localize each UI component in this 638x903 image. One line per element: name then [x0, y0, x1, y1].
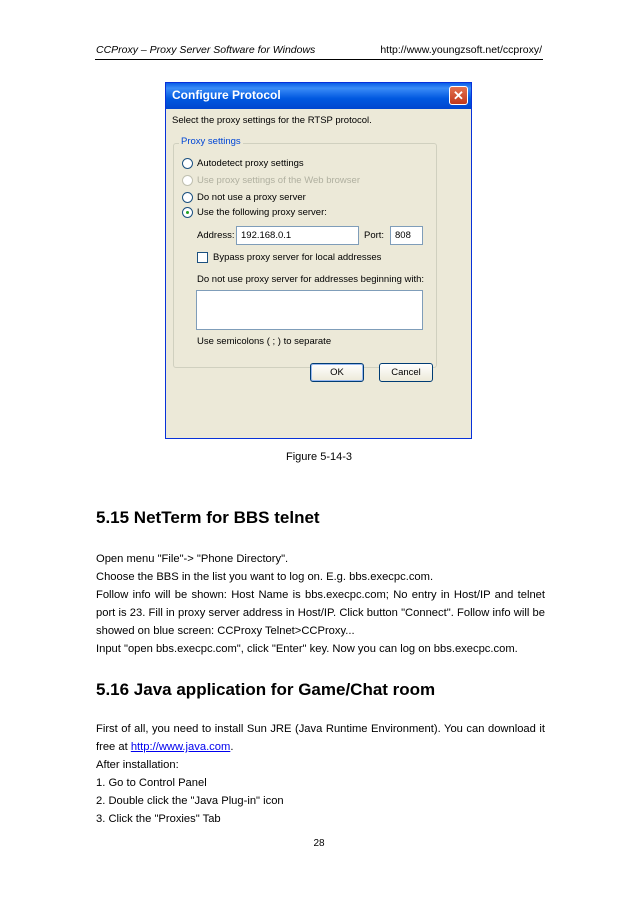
header-rule: [95, 59, 543, 60]
step-3: 3. Click the "Proxies" Tab: [96, 813, 221, 825]
address-input[interactable]: 192.168.0.1: [236, 226, 359, 245]
port-input[interactable]: 808: [390, 226, 423, 245]
radio-button: [182, 175, 193, 186]
radio-label: Autodetect proxy settings: [197, 158, 304, 169]
radio-button[interactable]: [182, 158, 193, 169]
step-1: 1. Go to Control Panel: [96, 777, 207, 789]
section-heading-java: 5.16 Java application for Game/Chat room: [96, 680, 436, 699]
radio-web-browser: [182, 175, 360, 186]
radio-button[interactable]: [182, 207, 193, 218]
checkbox[interactable]: [197, 252, 208, 263]
section-heading-netterm: 5.15 NetTerm for BBS telnet: [96, 508, 320, 527]
para-install-jre: [96, 720, 545, 756]
radio-label: Use the following proxy server:: [197, 207, 327, 218]
semicolon-note: Use semicolons ( ; ) to separate: [197, 336, 332, 347]
port-label: Port:: [364, 230, 385, 241]
exceptions-label: Do not use proxy server for addresses beginning with:: [197, 274, 425, 285]
proxy-settings-legend: Proxy settings: [181, 136, 241, 147]
cancel-button[interactable]: Cancel: [379, 363, 433, 382]
dialog-title: Configure Protocol: [172, 88, 281, 102]
address-label: Address:: [197, 230, 235, 241]
para-follow-info: Follow info will be shown: Host Name is bbs.execpc.com; No entry in Host/IP and telnet port is 23. Fill in proxy server address in Host/IP. Click button "Connect". Follow info will be showed on blue screen: CCProxy Telnet>CCProxy...: [96, 589, 545, 637]
page-header-left: CCProxy – Proxy Server Software for Windows: [96, 44, 316, 56]
dialog-title-bar: [166, 83, 471, 109]
radio-label: Use proxy settings of the Web browser: [197, 175, 360, 186]
radio-use-proxy[interactable]: [182, 207, 327, 218]
java-download-link[interactable]: http://www.java.com: [130, 741, 231, 753]
figure-caption: Figure 5-14-3: [285, 451, 353, 463]
radio-autodetect[interactable]: [182, 158, 304, 169]
radio-label: Do not use a proxy server: [197, 192, 306, 203]
ok-button[interactable]: OK: [310, 363, 364, 382]
radio-no-proxy[interactable]: [182, 192, 306, 203]
text-segment: First of all, you need to install Sun JRE (Java Runtime Environment). You can download it free at: [96, 723, 545, 753]
para-choose-bbs: Choose the BBS in the list you want to log on. E.g. bbs.execpc.com.: [96, 571, 434, 583]
para-after-install: After installation:: [96, 759, 179, 771]
text-segment: .: [230, 741, 234, 753]
para-input-open: Input "open bbs.execpc.com", click "Enter" key. Now you can log on bbs.execpc.com.: [96, 643, 518, 655]
configure-protocol-dialog: [165, 82, 472, 439]
exceptions-textarea[interactable]: [196, 290, 423, 330]
page-header-right: http://www.youngzsoft.net/ccproxy/: [380, 44, 542, 56]
dialog-intro: Select the proxy settings for the RTSP protocol.: [172, 115, 372, 126]
close-icon[interactable]: ✕: [449, 86, 468, 105]
bypass-local-checkbox[interactable]: [197, 252, 381, 263]
para-open-menu: Open menu "File"-> "Phone Directory".: [96, 553, 289, 565]
page-number: 28: [313, 838, 325, 849]
checkbox-label: Bypass proxy server for local addresses: [213, 252, 382, 263]
step-2: 2. Double click the "Java Plug-in" icon: [96, 795, 284, 807]
radio-button[interactable]: [182, 192, 193, 203]
